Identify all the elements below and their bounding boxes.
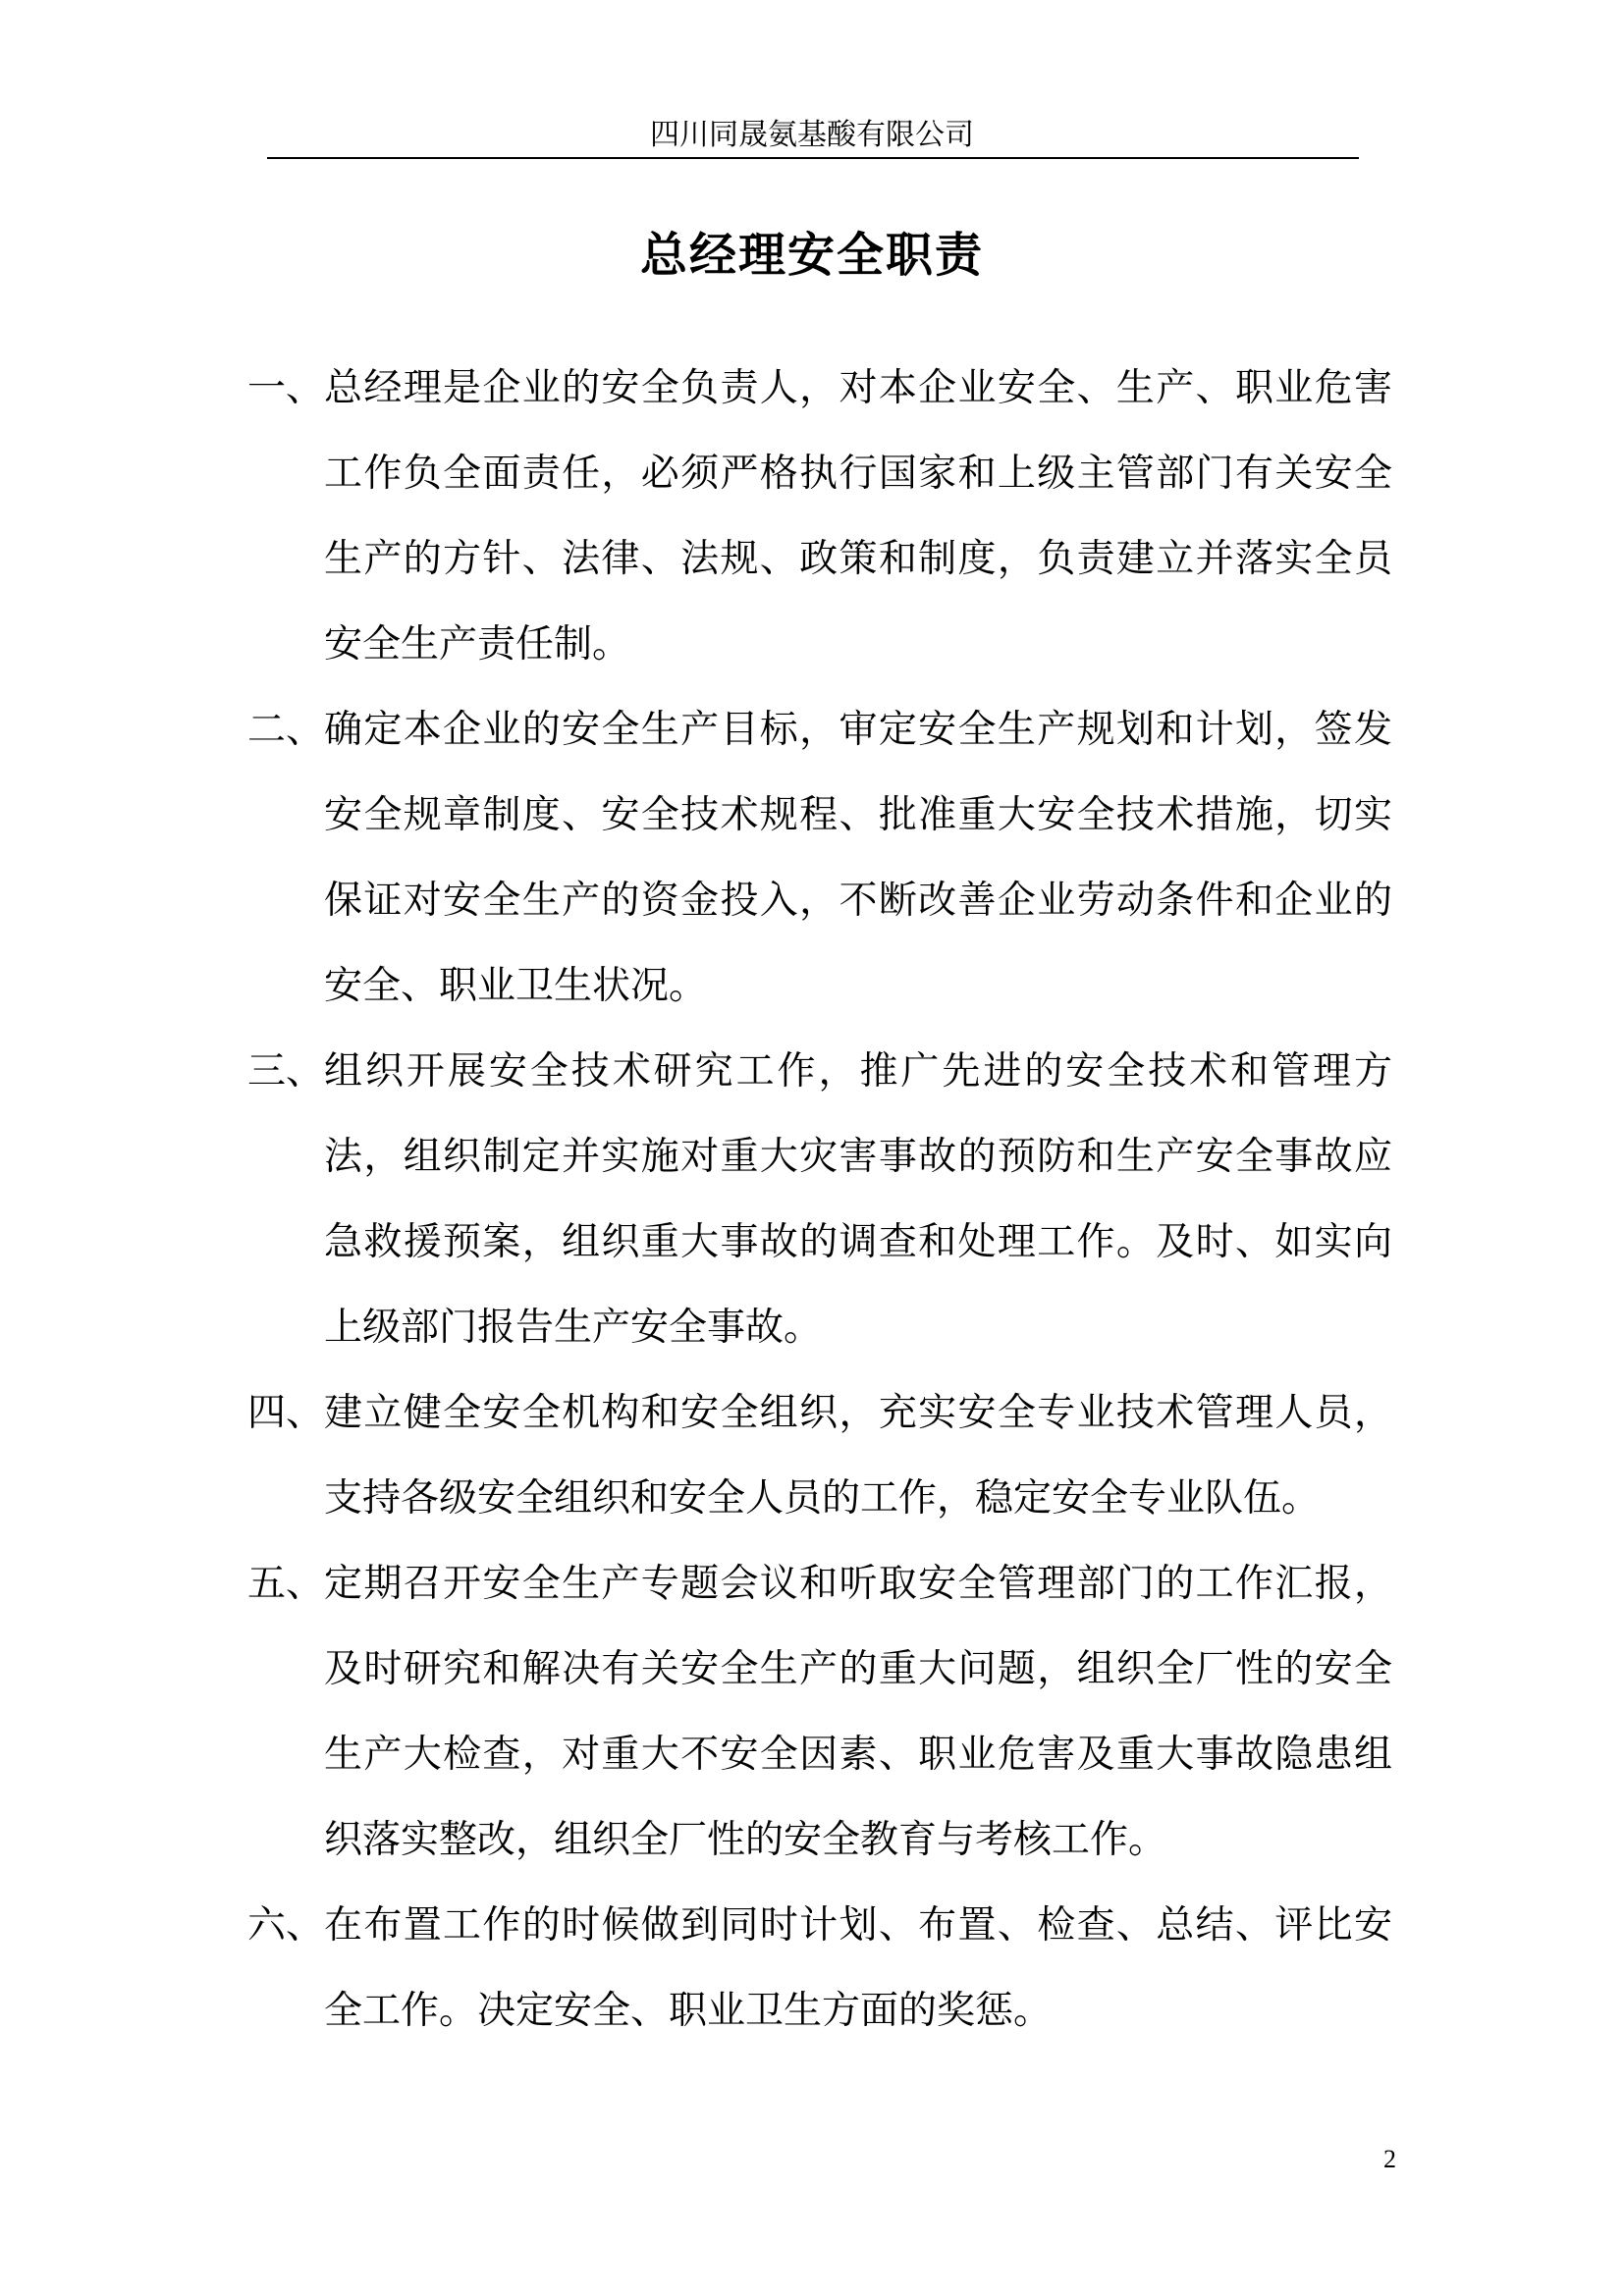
clause-6 bbox=[247, 1883, 1392, 2054]
clause-3 bbox=[247, 1029, 1392, 1370]
clause-number: 二、 bbox=[247, 708, 325, 752]
clause-text: 在布置工作的时候做到同时计划、布置、检查、总结、评比安全工作。决定安全、职业卫生方面的奖惩。 bbox=[324, 1903, 1392, 2033]
clause-number: 四、 bbox=[247, 1391, 325, 1435]
clause-number: 一、 bbox=[247, 366, 325, 410]
clause-1 bbox=[247, 346, 1392, 687]
header-divider bbox=[267, 157, 1359, 159]
clause-2 bbox=[247, 687, 1392, 1029]
clause-5 bbox=[247, 1541, 1392, 1883]
clause-text: 总经理是企业的安全负责人，对本企业安全、生产、职业危害工作负全面责任，必须严格执行国家和上级主管部门有关安全生产的方针、法律、法规、政策和制度，负责建立并落实全员安全生产责任制。 bbox=[324, 366, 1392, 667]
clause-text: 确定本企业的安全生产目标，审定安全生产规划和计划，签发安全规章制度、安全技术规程、批准重大安全技术措施，切实保证对安全生产的资金投入，不断改善企业劳动条件和企业的安全、职业卫生状况。 bbox=[324, 708, 1392, 1008]
clause-number: 六、 bbox=[247, 1903, 325, 1948]
clause-text: 建立健全安全机构和安全组织，充实安全专业技术管理人员，支持各级安全组织和安全人员的工作，稳定安全专业队伍。 bbox=[324, 1391, 1392, 1521]
clause-number: 五、 bbox=[247, 1562, 325, 1606]
clause-text: 组织开展安全技术研究工作，推广先进的安全技术和管理方法，组织制定并实施对重大灾害事故的预防和生产安全事故应急救援预案，组织重大事故的调查和处理工作。及时、如实向上级部门报告生产安全事故。 bbox=[324, 1049, 1392, 1350]
clause-4 bbox=[247, 1370, 1392, 1541]
page-number: 2 bbox=[1383, 2145, 1396, 2173]
clause-text: 定期召开安全生产专题会议和听取安全管理部门的工作汇报，及时研究和解决有关安全生产的重大问题，组织全厂性的安全生产大检查，对重大不安全因素、职业危害及重大事故隐患组织落实整改，组织全厂性的安全教育与考核工作。 bbox=[324, 1562, 1392, 1862]
company-header: 四川同晟氨基酸有限公司 bbox=[650, 118, 974, 152]
clause-list bbox=[247, 346, 1392, 2054]
clause-number: 三、 bbox=[247, 1049, 325, 1094]
document-title: 总经理安全职责 bbox=[639, 228, 984, 283]
